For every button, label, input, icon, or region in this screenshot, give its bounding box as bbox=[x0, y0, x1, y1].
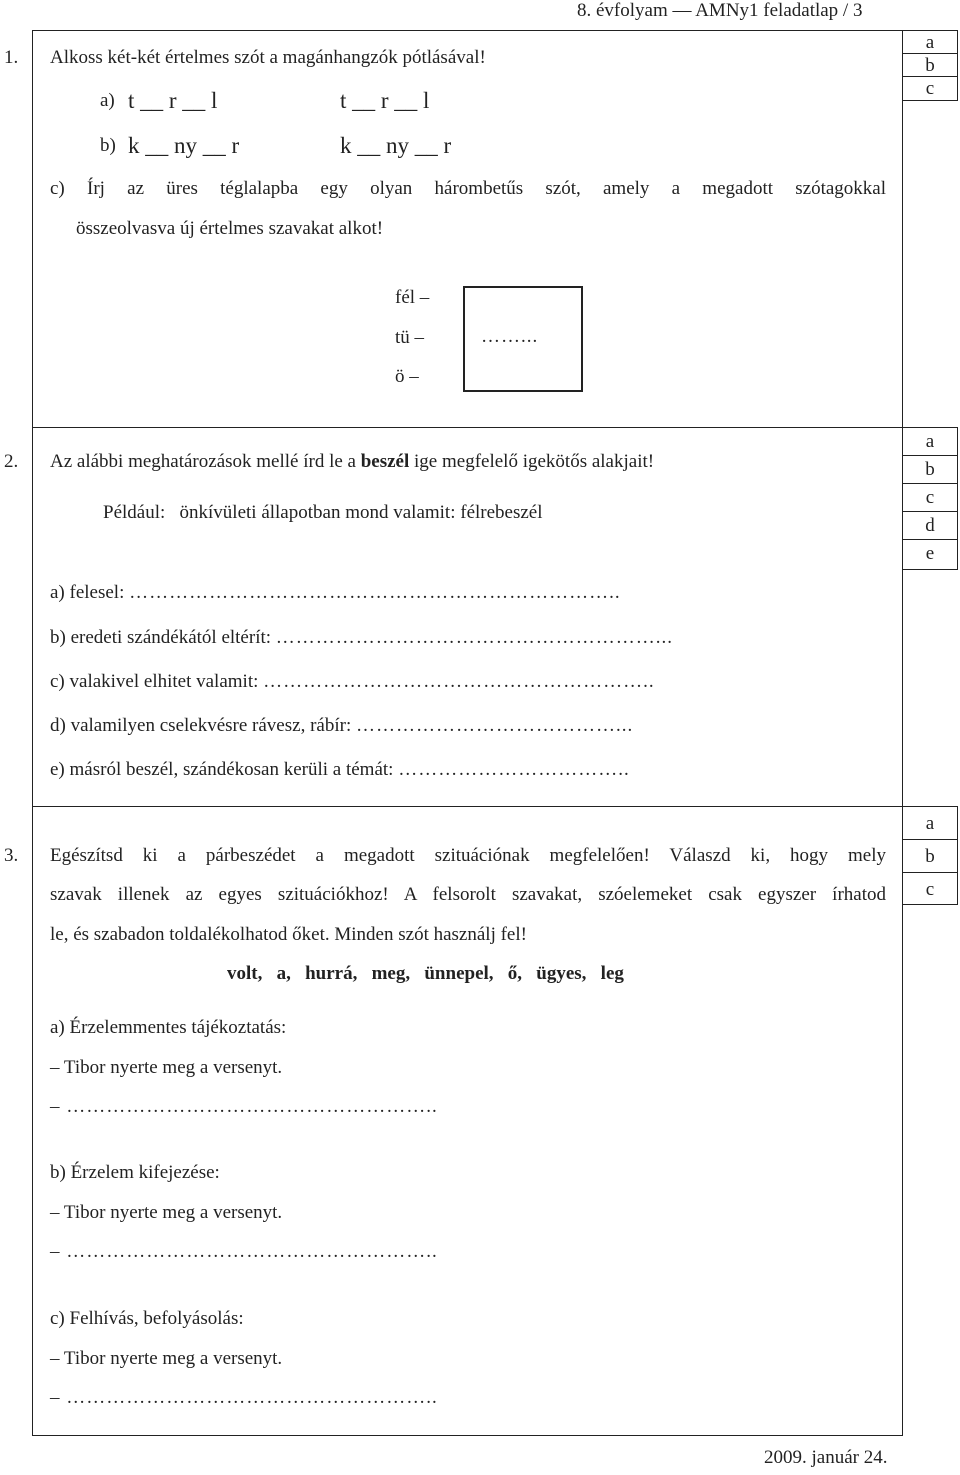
task3-word-list: volt, a, hurrá, meg, ünnepel, ő, ügyes, leg bbox=[227, 963, 624, 984]
task2-item-text: a) felesel: bbox=[50, 582, 125, 603]
task2-example: Például: önkívületi állapotban mond valamit: félrebeszél bbox=[103, 502, 543, 523]
task3-a-dots[interactable]: – ……………………………………………….. bbox=[50, 1096, 438, 1117]
score-cell: b bbox=[903, 54, 957, 77]
task3-b-dots[interactable]: – ……………………………………………….. bbox=[50, 1241, 438, 1262]
task2-item-text: e) másról beszél, szándékosan kerüli a témát: bbox=[50, 759, 394, 780]
task1-syllable-1: fél – bbox=[395, 287, 430, 308]
task3-b-line: – Tibor nyerte meg a versenyt. bbox=[50, 1202, 283, 1223]
score-cell: b bbox=[903, 456, 957, 484]
task2-item-a bbox=[50, 582, 621, 604]
footer-date: 2009. január 24. bbox=[764, 1447, 888, 1468]
task2-item-text: d) valamilyen cselekvésre rávesz, rábír: bbox=[50, 715, 352, 736]
task3-line2: szavak illenek az egyes szituációkhoz! A felsorolt szavakat, szóelemeket csak egyszer írhatod bbox=[50, 884, 886, 905]
task3-line3: le, és szabadon toldalékolhatod őket. Minden szót használj fel! bbox=[50, 924, 527, 945]
task2-item-text: b) eredeti szándékától eltérít: bbox=[50, 627, 272, 648]
task2-item-dots[interactable]: ……………………………………………………………….. bbox=[129, 582, 621, 603]
task1-title: Alkoss két-két értelmes szót a magánhangzók pótlásával! bbox=[50, 47, 486, 68]
score-cell: a bbox=[903, 807, 957, 840]
task2-item-text: c) valakivel elhitet valamit: bbox=[50, 671, 259, 692]
task3-c-line: – Tibor nyerte meg a versenyt. bbox=[50, 1348, 283, 1369]
task1-score-box bbox=[902, 30, 958, 101]
task1-c-line2: összeolvasva új értelmes szavakat alkot! bbox=[76, 218, 384, 239]
task3-number: 3. bbox=[4, 845, 19, 866]
task2-item-dots[interactable]: …………………………………... bbox=[355, 715, 634, 736]
task1-answer-dots: ……... bbox=[481, 326, 539, 347]
task1-syllable-3: ö – bbox=[395, 366, 419, 387]
score-cell: c bbox=[925, 879, 935, 900]
task3-a-line: – Tibor nyerte meg a versenyt. bbox=[50, 1057, 283, 1078]
task2-item-b bbox=[50, 627, 673, 649]
score-cell: a bbox=[903, 428, 957, 456]
task3-line1: Egészítsd ki a párbeszédet a megadott szituációnak megfelelően! Válaszd ki, hogy mely bbox=[50, 845, 886, 866]
score-cell: c bbox=[925, 78, 935, 99]
page-header: 8. évfolyam — AMNy1 feladatlap / 3 bbox=[577, 0, 863, 21]
task2-title-bold: beszél bbox=[360, 451, 410, 472]
task2-score-box bbox=[902, 427, 958, 570]
task1-c-line1: c) Írj az üres téglalapba egy olyan hárombetűs szót, amely a megadott szótagokkal bbox=[50, 178, 886, 199]
score-cell: c bbox=[903, 484, 957, 512]
task2-title-post: ige megfelelő igekötős alakjait! bbox=[409, 451, 655, 472]
task2-title bbox=[50, 451, 654, 473]
task1-b-word2: k __ ny __ r bbox=[340, 133, 452, 158]
task1-a-word1: t __ r __ l bbox=[128, 88, 218, 113]
task2-title-pre: Az alábbi meghatározások mellé írd le a bbox=[50, 451, 361, 472]
task3-score-box bbox=[902, 806, 958, 905]
score-cell: e bbox=[925, 543, 935, 564]
task3-b-title: b) Érzelem kifejezése: bbox=[50, 1162, 220, 1183]
task2-item-e bbox=[50, 759, 630, 781]
task2-frame bbox=[32, 427, 903, 807]
task2-number: 2. bbox=[4, 451, 19, 472]
task1-b-label: b) bbox=[100, 135, 116, 156]
task2-item-c bbox=[50, 671, 655, 693]
task2-item-dots[interactable]: …………………………………………………... bbox=[275, 627, 674, 648]
task2-item-dots[interactable]: …………………………….. bbox=[398, 759, 630, 780]
score-cell: b bbox=[903, 840, 957, 873]
score-cell: d bbox=[903, 512, 957, 540]
task3-c-title: c) Felhívás, befolyásolás: bbox=[50, 1308, 244, 1329]
task2-item-d bbox=[50, 715, 633, 737]
task1-a-label: a) bbox=[100, 90, 115, 111]
task3-c-dots[interactable]: – ……………………………………………….. bbox=[50, 1387, 438, 1408]
task1-syllable-2: tü – bbox=[395, 327, 425, 348]
task2-item-dots[interactable]: ………………………………………………….. bbox=[263, 671, 655, 692]
task1-number: 1. bbox=[4, 47, 19, 68]
score-cell: a bbox=[903, 31, 957, 54]
task3-a-title: a) Érzelemmentes tájékoztatás: bbox=[50, 1017, 287, 1038]
task1-b-word1: k __ ny __ r bbox=[128, 133, 240, 158]
task1-a-word2: t __ r __ l bbox=[340, 88, 430, 113]
